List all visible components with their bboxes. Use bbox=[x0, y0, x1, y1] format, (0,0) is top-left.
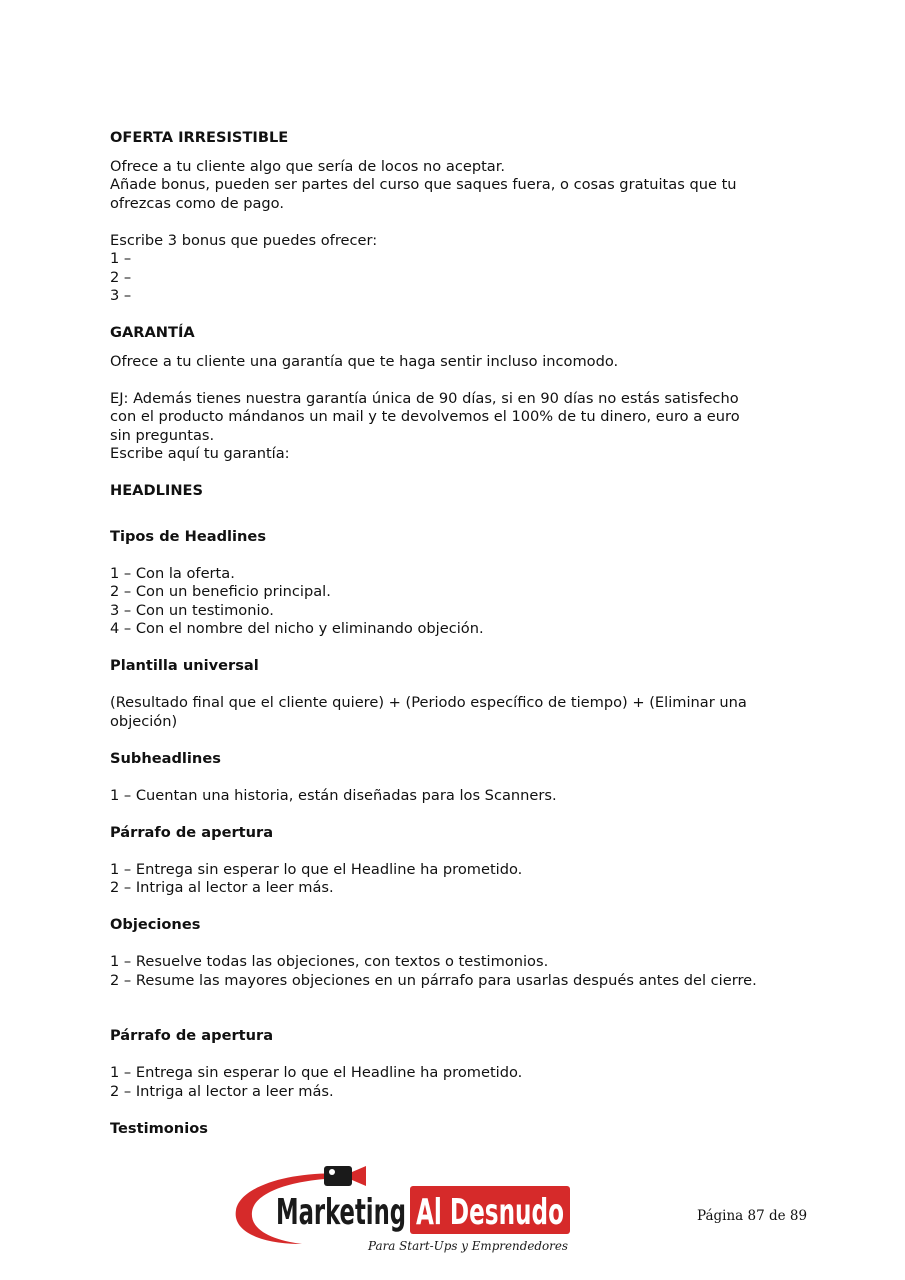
plantilla-line-2: objeción) bbox=[110, 712, 178, 730]
section-title-headlines: HEADLINES bbox=[110, 482, 204, 499]
subsection-title-apertura: Párrafo de apertura bbox=[110, 823, 274, 841]
subsection-title-apertura-2: Párrafo de apertura bbox=[110, 1027, 274, 1044]
oferta-line-3: ofrezcas como de pago. bbox=[110, 194, 284, 212]
subsection-title-testimonios: Testimonios bbox=[110, 1119, 208, 1137]
tipos-item: 4 – Con el nombre del nicho y eliminando objeción. bbox=[110, 620, 484, 637]
subheadlines-item: 1 – Cuentan una historia, están diseñadas para los Scanners. bbox=[110, 786, 557, 804]
subsection-title-subheadlines: Subheadlines bbox=[110, 749, 221, 767]
garantia-example-2: con el producto mándanos un mail y te devolvemos el 100% de tu dinero, euro a euro bbox=[110, 408, 740, 425]
subsection-title-tipos: Tipos de Headlines bbox=[110, 527, 267, 545]
plantilla-line-1: (Resultado final que el cliente quiere) + (Periodo específico de tiempo) + (Eliminar una bbox=[110, 694, 747, 711]
oferta-bonus-item: 1 – bbox=[110, 250, 132, 267]
subsection-title-plantilla: Plantilla universal bbox=[110, 657, 259, 674]
apertura-2-item: 1 – Entrega sin esperar lo que el Headline ha prometido. bbox=[110, 1064, 523, 1081]
logo-word-marketing: Marketing bbox=[276, 1192, 406, 1233]
oferta-bonus-item: 3 – bbox=[110, 287, 132, 304]
logo-word-al-desnudo: Al Desnudo bbox=[416, 1192, 564, 1233]
oferta-bonus-item: 2 – bbox=[110, 268, 132, 286]
page-number: Página 87 de 89 bbox=[697, 1208, 808, 1224]
garantia-example-1: EJ: Además tienes nuestra garantía única de 90 días, si en 90 días no estás satisfecho bbox=[110, 389, 739, 407]
tipos-item: 2 – Con un beneficio principal. bbox=[110, 583, 331, 600]
marketing-al-desnudo-logo bbox=[232, 1160, 577, 1256]
objeciones-item: 2 – Resume las mayores objeciones en un párrafo para usarlas después antes del cierre. bbox=[110, 971, 757, 989]
oferta-line-2: Añade bonus, pueden ser partes del curso que saques fuera, o cosas gratuitas que tu bbox=[110, 176, 737, 193]
apertura-2-item: 2 – Intriga al lector a leer más. bbox=[110, 1082, 334, 1100]
tipos-item: 1 – Con la oferta. bbox=[110, 564, 235, 582]
subsection-title-objeciones: Objeciones bbox=[110, 916, 201, 933]
oferta-prompt: Escribe 3 bonus que puedes ofrecer: bbox=[110, 231, 378, 249]
camera-icon bbox=[324, 1166, 366, 1186]
garantia-line-1: Ofrece a tu cliente una garantía que te haga sentir incluso incomodo. bbox=[110, 352, 619, 370]
apertura-item: 2 – Intriga al lector a leer más. bbox=[110, 879, 334, 896]
tipos-item: 3 – Con un testimonio. bbox=[110, 601, 274, 619]
apertura-item: 1 – Entrega sin esperar lo que el Headline ha prometido. bbox=[110, 860, 523, 878]
document-body bbox=[110, 129, 800, 1138]
section-title-oferta: OFERTA IRRESISTIBLE bbox=[110, 129, 289, 146]
garantia-prompt: Escribe aquí tu garantía: bbox=[110, 445, 290, 462]
logo-tagline: Para Start-Ups y Emprendedores bbox=[367, 1239, 568, 1253]
garantia-example-3: sin preguntas. bbox=[110, 426, 215, 444]
oferta-line-1: Ofrece a tu cliente algo que sería de locos no aceptar. bbox=[110, 157, 506, 175]
objeciones-item: 1 – Resuelve todas las objeciones, con textos o testimonios. bbox=[110, 953, 549, 970]
section-title-garantia: GARANTÍA bbox=[110, 324, 195, 341]
